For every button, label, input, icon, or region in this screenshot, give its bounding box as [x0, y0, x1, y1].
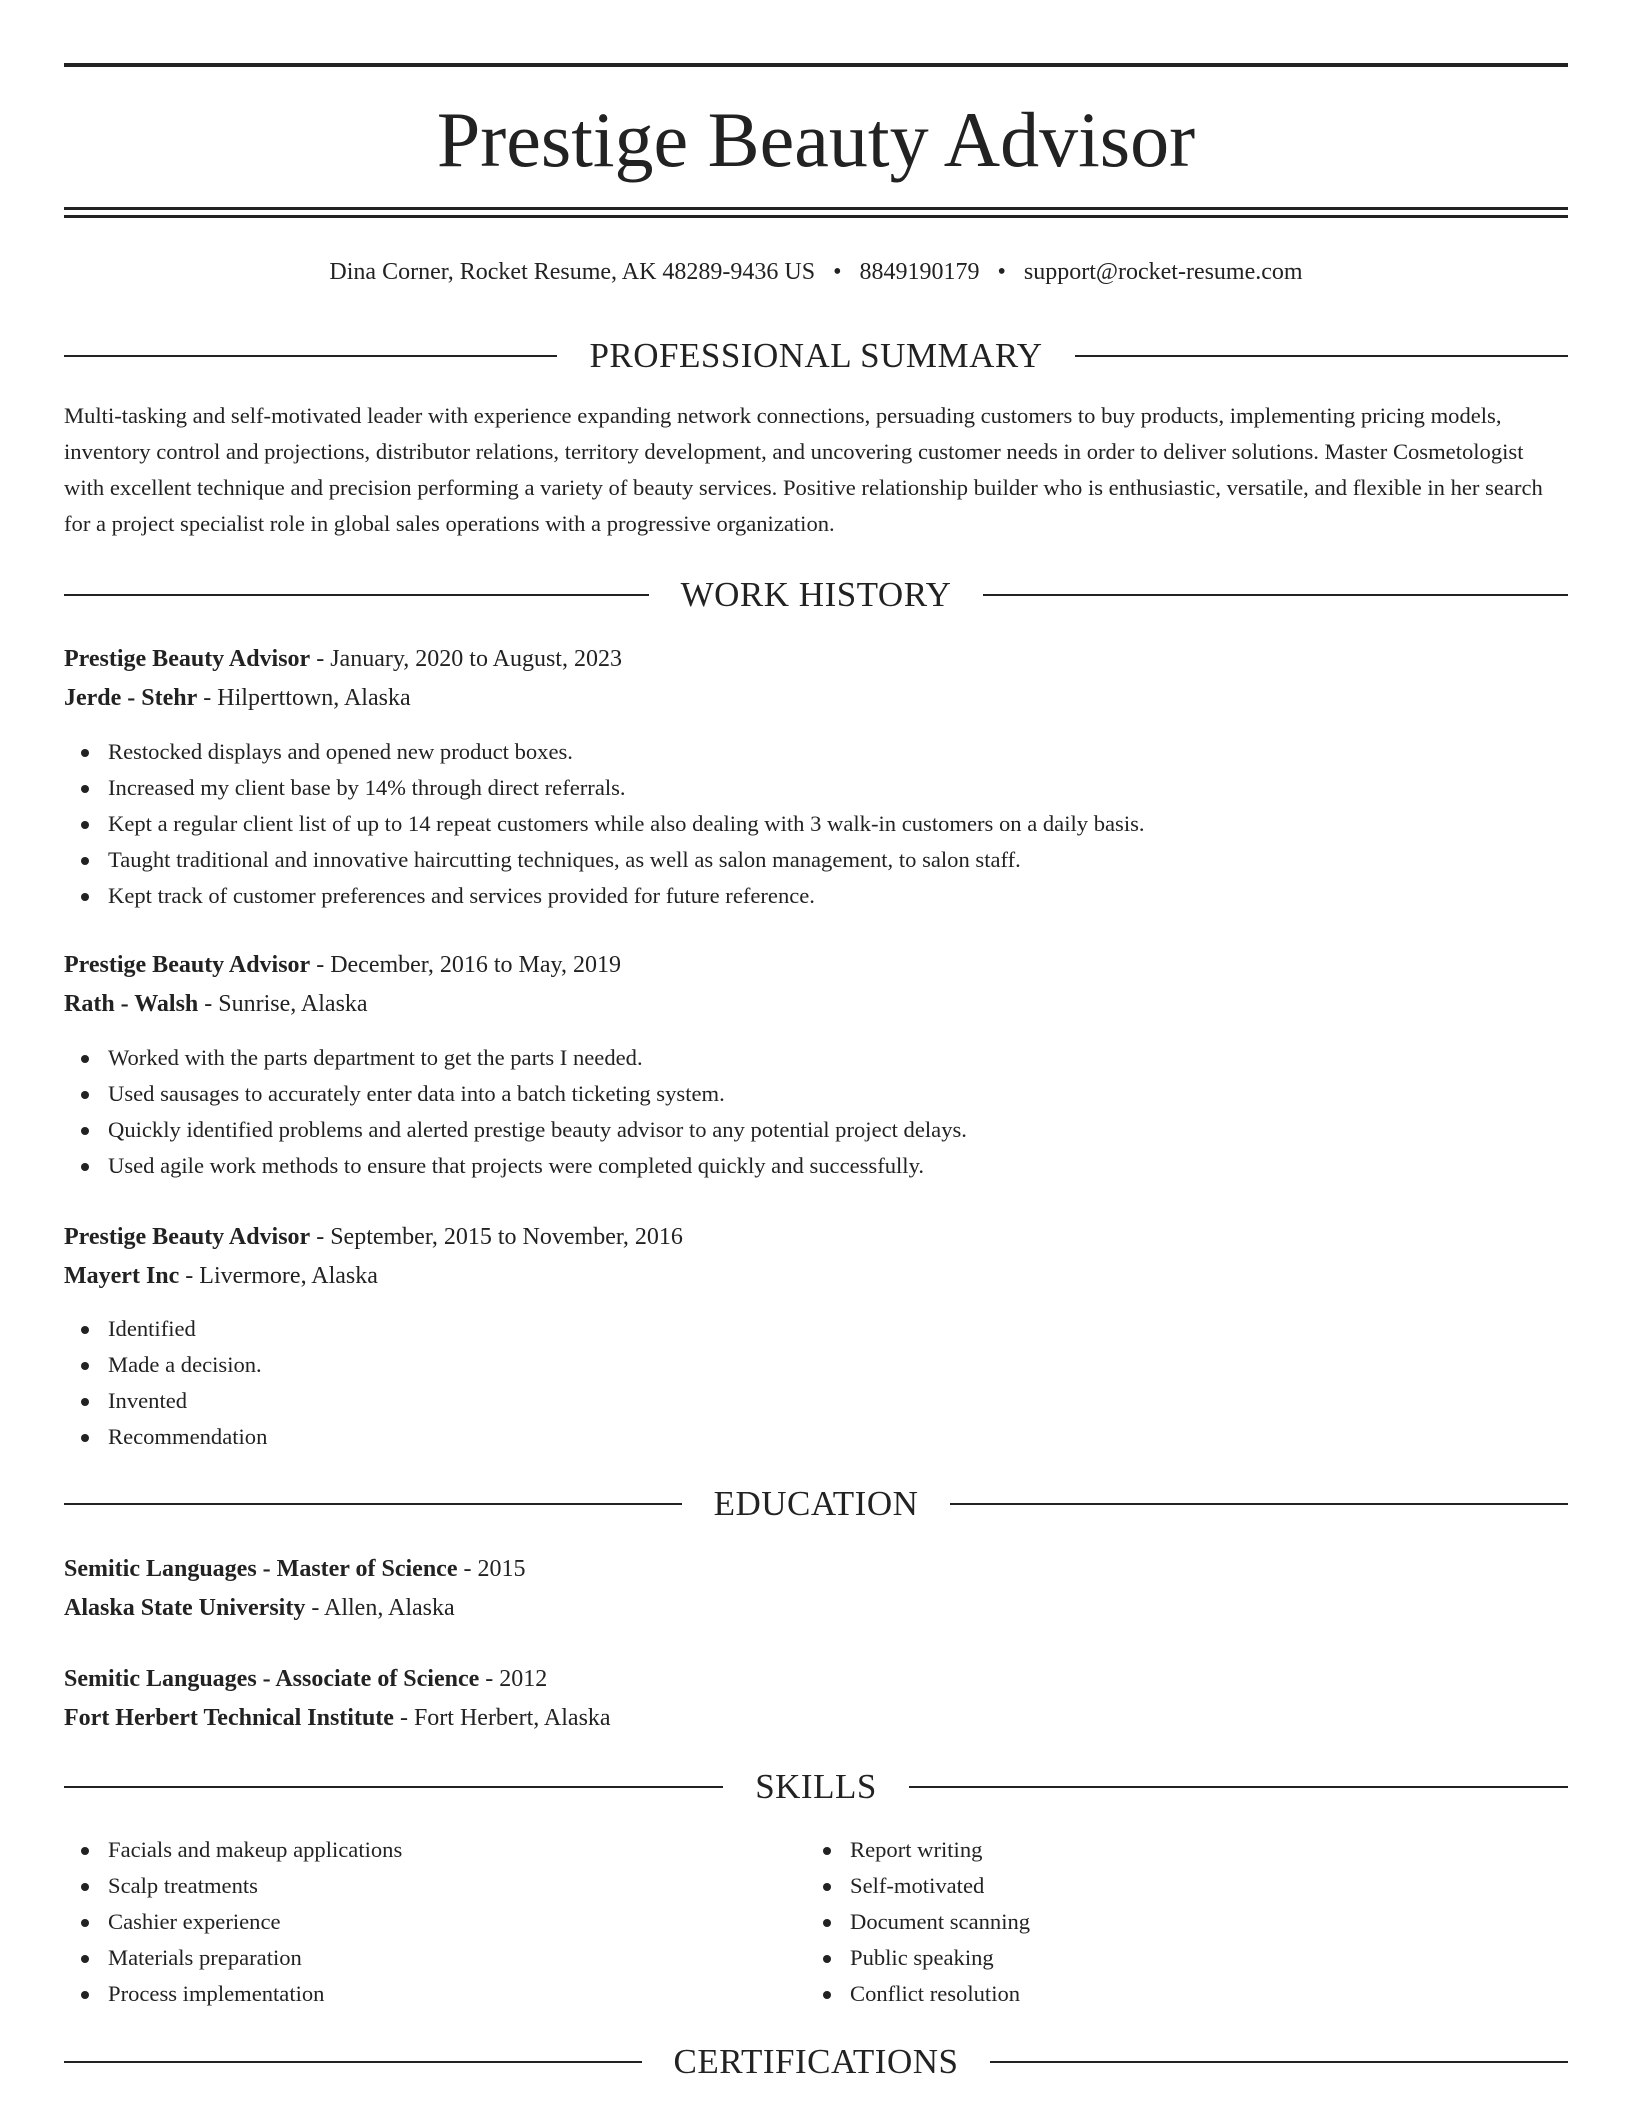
education-school: Fort Herbert Technical Institute [64, 1705, 394, 1731]
education-year: - 2015 [457, 1556, 526, 1582]
section-title-summary: PROFESSIONAL SUMMARY [589, 336, 1043, 375]
job-dates: - September, 2015 to November, 2016 [310, 1224, 683, 1250]
skill-item: Cashier experience [108, 1904, 764, 1940]
job-location: - Sunrise, Alaska [198, 991, 368, 1017]
list-item: Quickly identified problems and alerted prestige beauty advisor to any potential project delays. [108, 1112, 1568, 1148]
skill-item: Conflict resolution [850, 1976, 1506, 2012]
job-entry [64, 946, 1568, 1024]
job-entry [64, 640, 1568, 718]
job-title-line [64, 640, 1568, 679]
list-item: Used agile work methods to ensure that projects were completed quickly and successfully. [108, 1148, 1568, 1184]
job-dates: - January, 2020 to August, 2023 [310, 646, 622, 672]
skill-item: Public speaking [850, 1940, 1506, 1976]
skill-item: Report writing [850, 1832, 1506, 1868]
job-company-line [64, 1257, 1568, 1296]
skills-list-left [64, 1832, 764, 2012]
skill-item: Facials and makeup applications [108, 1832, 764, 1868]
job-company-line [64, 985, 1568, 1024]
list-item: Worked with the parts department to get the parts I needed. [108, 1040, 1568, 1076]
section-header-summary [64, 331, 1568, 381]
contact-separator: • [997, 259, 1006, 285]
education-year: - 2012 [479, 1666, 548, 1692]
contact-line [64, 252, 1568, 292]
job-company: Mayert Inc [64, 1263, 180, 1289]
list-item: Invented [108, 1383, 1568, 1419]
resume-title: Prestige Beauty Advisor [436, 96, 1196, 183]
job-company-line [64, 679, 1568, 718]
section-rule-left [64, 355, 557, 357]
list-item: Used sausages to accurately enter data into a batch ticketing system. [108, 1076, 1568, 1112]
list-item: Kept track of customer preferences and services provided for future reference. [108, 878, 1568, 914]
education-entry [64, 1550, 1568, 1628]
list-item: Increased my client base by 14% through direct referrals. [108, 770, 1568, 806]
skill-item: Document scanning [850, 1904, 1506, 1940]
section-title-certifications: CERTIFICATIONS [673, 2042, 959, 2081]
summary-paragraph: Multi-tasking and self-motivated leader with experience expanding network connections, persuading customers to buy products, implementing pricing models, inventory control and projections, distributor relations, territory development, and uncovering customer needs in order to deliver solutions. Master Cosmetologist with excellent technique and precision performing a variety of beauty services. Positive relationship builder who is enthusiastic, versatile, and flexible in her search for a project specialist role in global sales operations with a progressive organization. [64, 403, 1543, 536]
list-item: Taught traditional and innovative haircutting techniques, as well as salon management, to salon staff. [108, 842, 1568, 878]
list-item: Identified [108, 1311, 1568, 1347]
contact-separator: • [833, 259, 842, 285]
section-title-work: WORK HISTORY [680, 575, 952, 614]
section-rule-left [64, 1786, 723, 1788]
list-item: Recommendation [108, 1419, 1568, 1455]
contact-email: support@rocket-resume.com [1023, 259, 1303, 285]
list-item: Made a decision. [108, 1347, 1568, 1383]
education-location: - Fort Herbert, Alaska [393, 1705, 611, 1731]
job-location: - Hilperttown, Alaska [197, 685, 411, 711]
education-location: - Allen, Alaska [305, 1595, 455, 1621]
section-header-certifications [64, 2037, 1568, 2087]
section-rule-right [990, 2061, 1568, 2063]
section-title-education: EDUCATION [713, 1484, 919, 1523]
section-rule-right [909, 1786, 1568, 1788]
section-rule-right [983, 594, 1568, 596]
job-title-line [64, 1218, 1568, 1257]
section-title-skills: SKILLS [755, 1767, 877, 1806]
education-degree: Semitic Languages - Master of Science [64, 1556, 458, 1582]
job-bullets [64, 734, 1568, 914]
education-entry [64, 1660, 1568, 1738]
list-item: Restocked displays and opened new product boxes. [108, 734, 1568, 770]
job-location: - Livermore, Alaska [179, 1263, 378, 1289]
job-title-line [64, 946, 1568, 985]
header-top-rule [64, 63, 1568, 67]
section-header-education [64, 1479, 1568, 1529]
header-double-rule-lower [64, 215, 1568, 218]
job-title: Prestige Beauty Advisor [64, 1224, 311, 1250]
education-school-line [64, 1699, 1568, 1738]
skill-item: Self-motivated [850, 1868, 1506, 1904]
education-school: Alaska State University [64, 1595, 306, 1621]
section-header-work [64, 570, 1568, 620]
header-double-rule-upper [64, 207, 1568, 210]
job-entry [64, 1218, 1568, 1296]
section-rule-left [64, 594, 649, 596]
section-rule-right [1075, 355, 1568, 357]
job-company: Rath - Walsh [64, 991, 199, 1017]
contact-phone: 8849190179 [859, 259, 980, 285]
job-bullets [64, 1311, 1568, 1455]
skill-item: Process implementation [108, 1976, 764, 2012]
job-title: Prestige Beauty Advisor [64, 952, 311, 978]
education-degree-line [64, 1550, 1568, 1589]
section-header-skills [64, 1762, 1568, 1812]
section-rule-right [950, 1503, 1568, 1505]
education-degree: Semitic Languages - Associate of Science [64, 1666, 480, 1692]
list-item: Kept a regular client list of up to 14 repeat customers while also dealing with 3 walk-in customers on a daily basis. [108, 806, 1568, 842]
job-company: Jerde - Stehr [64, 685, 198, 711]
job-dates: - December, 2016 to May, 2019 [310, 952, 621, 978]
education-degree-line [64, 1660, 1568, 1699]
job-title: Prestige Beauty Advisor [64, 646, 311, 672]
section-rule-left [64, 2061, 642, 2063]
skills-list-right [806, 1832, 1506, 2012]
skill-item: Materials preparation [108, 1940, 764, 1976]
skill-item: Scalp treatments [108, 1868, 764, 1904]
job-bullets [64, 1040, 1568, 1184]
section-rule-left [64, 1503, 682, 1505]
contact-address: Dina Corner, Rocket Resume, AK 48289-9436 US [329, 259, 816, 285]
education-school-line [64, 1589, 1568, 1628]
